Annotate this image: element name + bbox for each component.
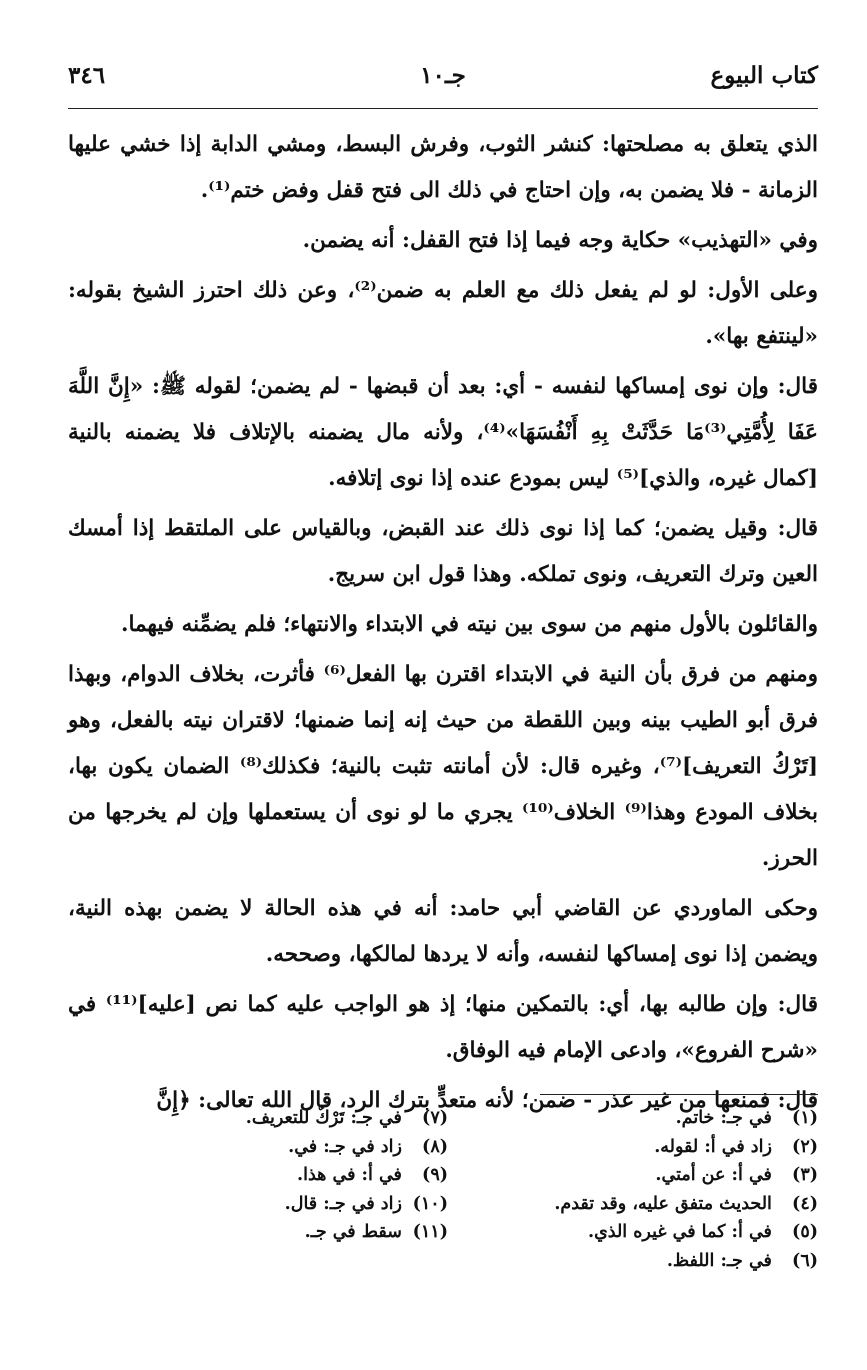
footnote — [518, 1247, 818, 1276]
footnote-number: (١) — [792, 1108, 818, 1128]
footnote — [518, 1218, 818, 1247]
footnote — [148, 1104, 448, 1133]
paragraph: قال: وإن طالبه بها، أي: بالتمكين منها؛ إذ هو الواجب عليه كما نص [عليه]⁽¹¹⁾ في «شرح الفروع»، وادعى الإمام فيه الوفاق. — [68, 992, 818, 1063]
paragraph: قال: وقيل يضمن؛ كما إذا نوى ذلك عند القبض، وبالقياس على الملتقط إذا أمسك العين وترك التعريف، ونوى تملكه. وهذا قول ابن سريج. — [68, 516, 818, 587]
footnote-text: في أ: كما في غيره الذي. — [588, 1222, 772, 1242]
footnote-number: (٧) — [422, 1108, 448, 1128]
footnote-number: (٤) — [792, 1193, 818, 1214]
paragraph: الذي يتعلق به مصلحتها: كنشر الثوب، وفرش البسط، ومشي الدابة إذا خشي عليها الزمانة - فلا يضمن به، وإن احتاج في ذلك الى فتح قفل وفض ختم⁽¹⁾. — [68, 132, 818, 203]
header-divider — [68, 108, 818, 109]
footnote-text: في أ: عن أمتي. — [655, 1165, 772, 1185]
footnote-number: (١٠) — [412, 1193, 448, 1214]
page-header — [68, 62, 818, 102]
paragraph: والقائلون بالأول منهم من سوى بين نيته في الابتداء والانتهاء؛ فلم يضمِّنه فيهما. — [120, 612, 818, 637]
footnotes-column-right — [518, 1104, 818, 1275]
footnote-text: في جـ: تَرْكٌ للتعريف. — [245, 1108, 402, 1128]
footnote-number: (٣) — [792, 1165, 818, 1185]
footnote — [518, 1190, 818, 1219]
footnote-text: زاد في جـ: في. — [288, 1136, 402, 1157]
footnote — [518, 1161, 818, 1190]
paragraph: ومنهم من فرق بأن النية في الابتداء اقترن بها الفعل⁽⁶⁾ فأثرت، بخلاف الدوام، وبهذا فرق أبو الطيب بينه وبين اللقطة من حيث إنه إنما ضمنها؛ لاقتران نيته بالفعل، وهو [تَرْكُ التعريف]⁽⁷⁾، وغيره قال: لأن أمانته تثبت بالنية؛ فكذلك⁽⁸⁾ الضمان يكون بها، بخلاف المودع وهذا⁽⁹⁾ الخلاف⁽¹⁰⁾ يجري ما لو نوى أن يستعملها وإن لم يخرجها من الحرز. — [68, 662, 819, 871]
paragraph: وحكى الماوردي عن القاضي أبي حامد: أنه في هذه الحالة لا يضمن بهذه النية، ويضمن إذا نوى إمساكها لنفسه، وأنه لا يردها لمالكها، وصححه. — [68, 896, 818, 967]
footnote-text: زاد في جـ: قال. — [284, 1193, 402, 1214]
footnote — [518, 1133, 818, 1162]
footnotes — [68, 1104, 818, 1334]
book-title: كتاب البيوع — [710, 62, 818, 89]
footnote-number: (٦) — [792, 1250, 818, 1271]
paragraph: وفي «التهذيب» حكاية وجه فيما إذا فتح القفل: أنه يضمن. — [302, 228, 818, 253]
main-text — [68, 122, 818, 1128]
paragraph: قال: فمنعها من غير عذر - ضمن؛ لأنه متعدٍّ بترك الرد، قال الله تعالى: ﴿إِنَّ — [156, 1088, 818, 1113]
footnote-text: في جـ: اللفظ. — [666, 1250, 772, 1271]
footnote-text: زاد في أ: لقوله. — [654, 1136, 772, 1157]
footnote-number: (١١) — [412, 1222, 448, 1242]
volume-label: جـ١٠ — [420, 62, 466, 89]
footnote — [148, 1218, 448, 1247]
page-number: ٣٤٦ — [68, 62, 106, 89]
paragraph: وعلى الأول: لو لم يفعل ذلك مع العلم به ضمن⁽²⁾، وعن ذلك احترز الشيخ بقوله: «لينتفع بها». — [68, 278, 818, 349]
footnote-text: سقط في جـ. — [304, 1222, 402, 1242]
footnote-text: في جـ: خاتم. — [675, 1108, 772, 1128]
footnote-text: الحديث متفق عليه، وقد تقدم. — [554, 1193, 772, 1214]
footnotes-column-left — [148, 1104, 448, 1247]
paragraph: قال: وإن نوى إمساكها لنفسه - أي: بعد أن قبضها - لم يضمن؛ لقوله ﷺ: «إِنَّ اللَّهَ عَفَا لِأُمَّتِي⁽³⁾مَا حَدَّثَتْ بِهِ أَنْفُسَهَا»⁽⁴⁾، ولأنه مال يضمنه بالإتلاف فلا يضمنه بالنية [كمال غيره، والذي]⁽⁵⁾ ليس بمودع عنده إذا نوى إتلافه. — [68, 374, 818, 491]
footnote — [148, 1190, 448, 1219]
footnote-text: في أ: في هذا. — [297, 1165, 402, 1185]
footnote-number: (٢) — [792, 1136, 818, 1157]
footnote — [148, 1161, 448, 1190]
footnote — [518, 1104, 818, 1133]
footnote-number: (٩) — [422, 1165, 448, 1185]
footnote-divider — [540, 1094, 818, 1095]
footnote — [148, 1133, 448, 1162]
footnote-number: (٨) — [422, 1136, 448, 1157]
footnote-number: (٥) — [792, 1222, 818, 1242]
